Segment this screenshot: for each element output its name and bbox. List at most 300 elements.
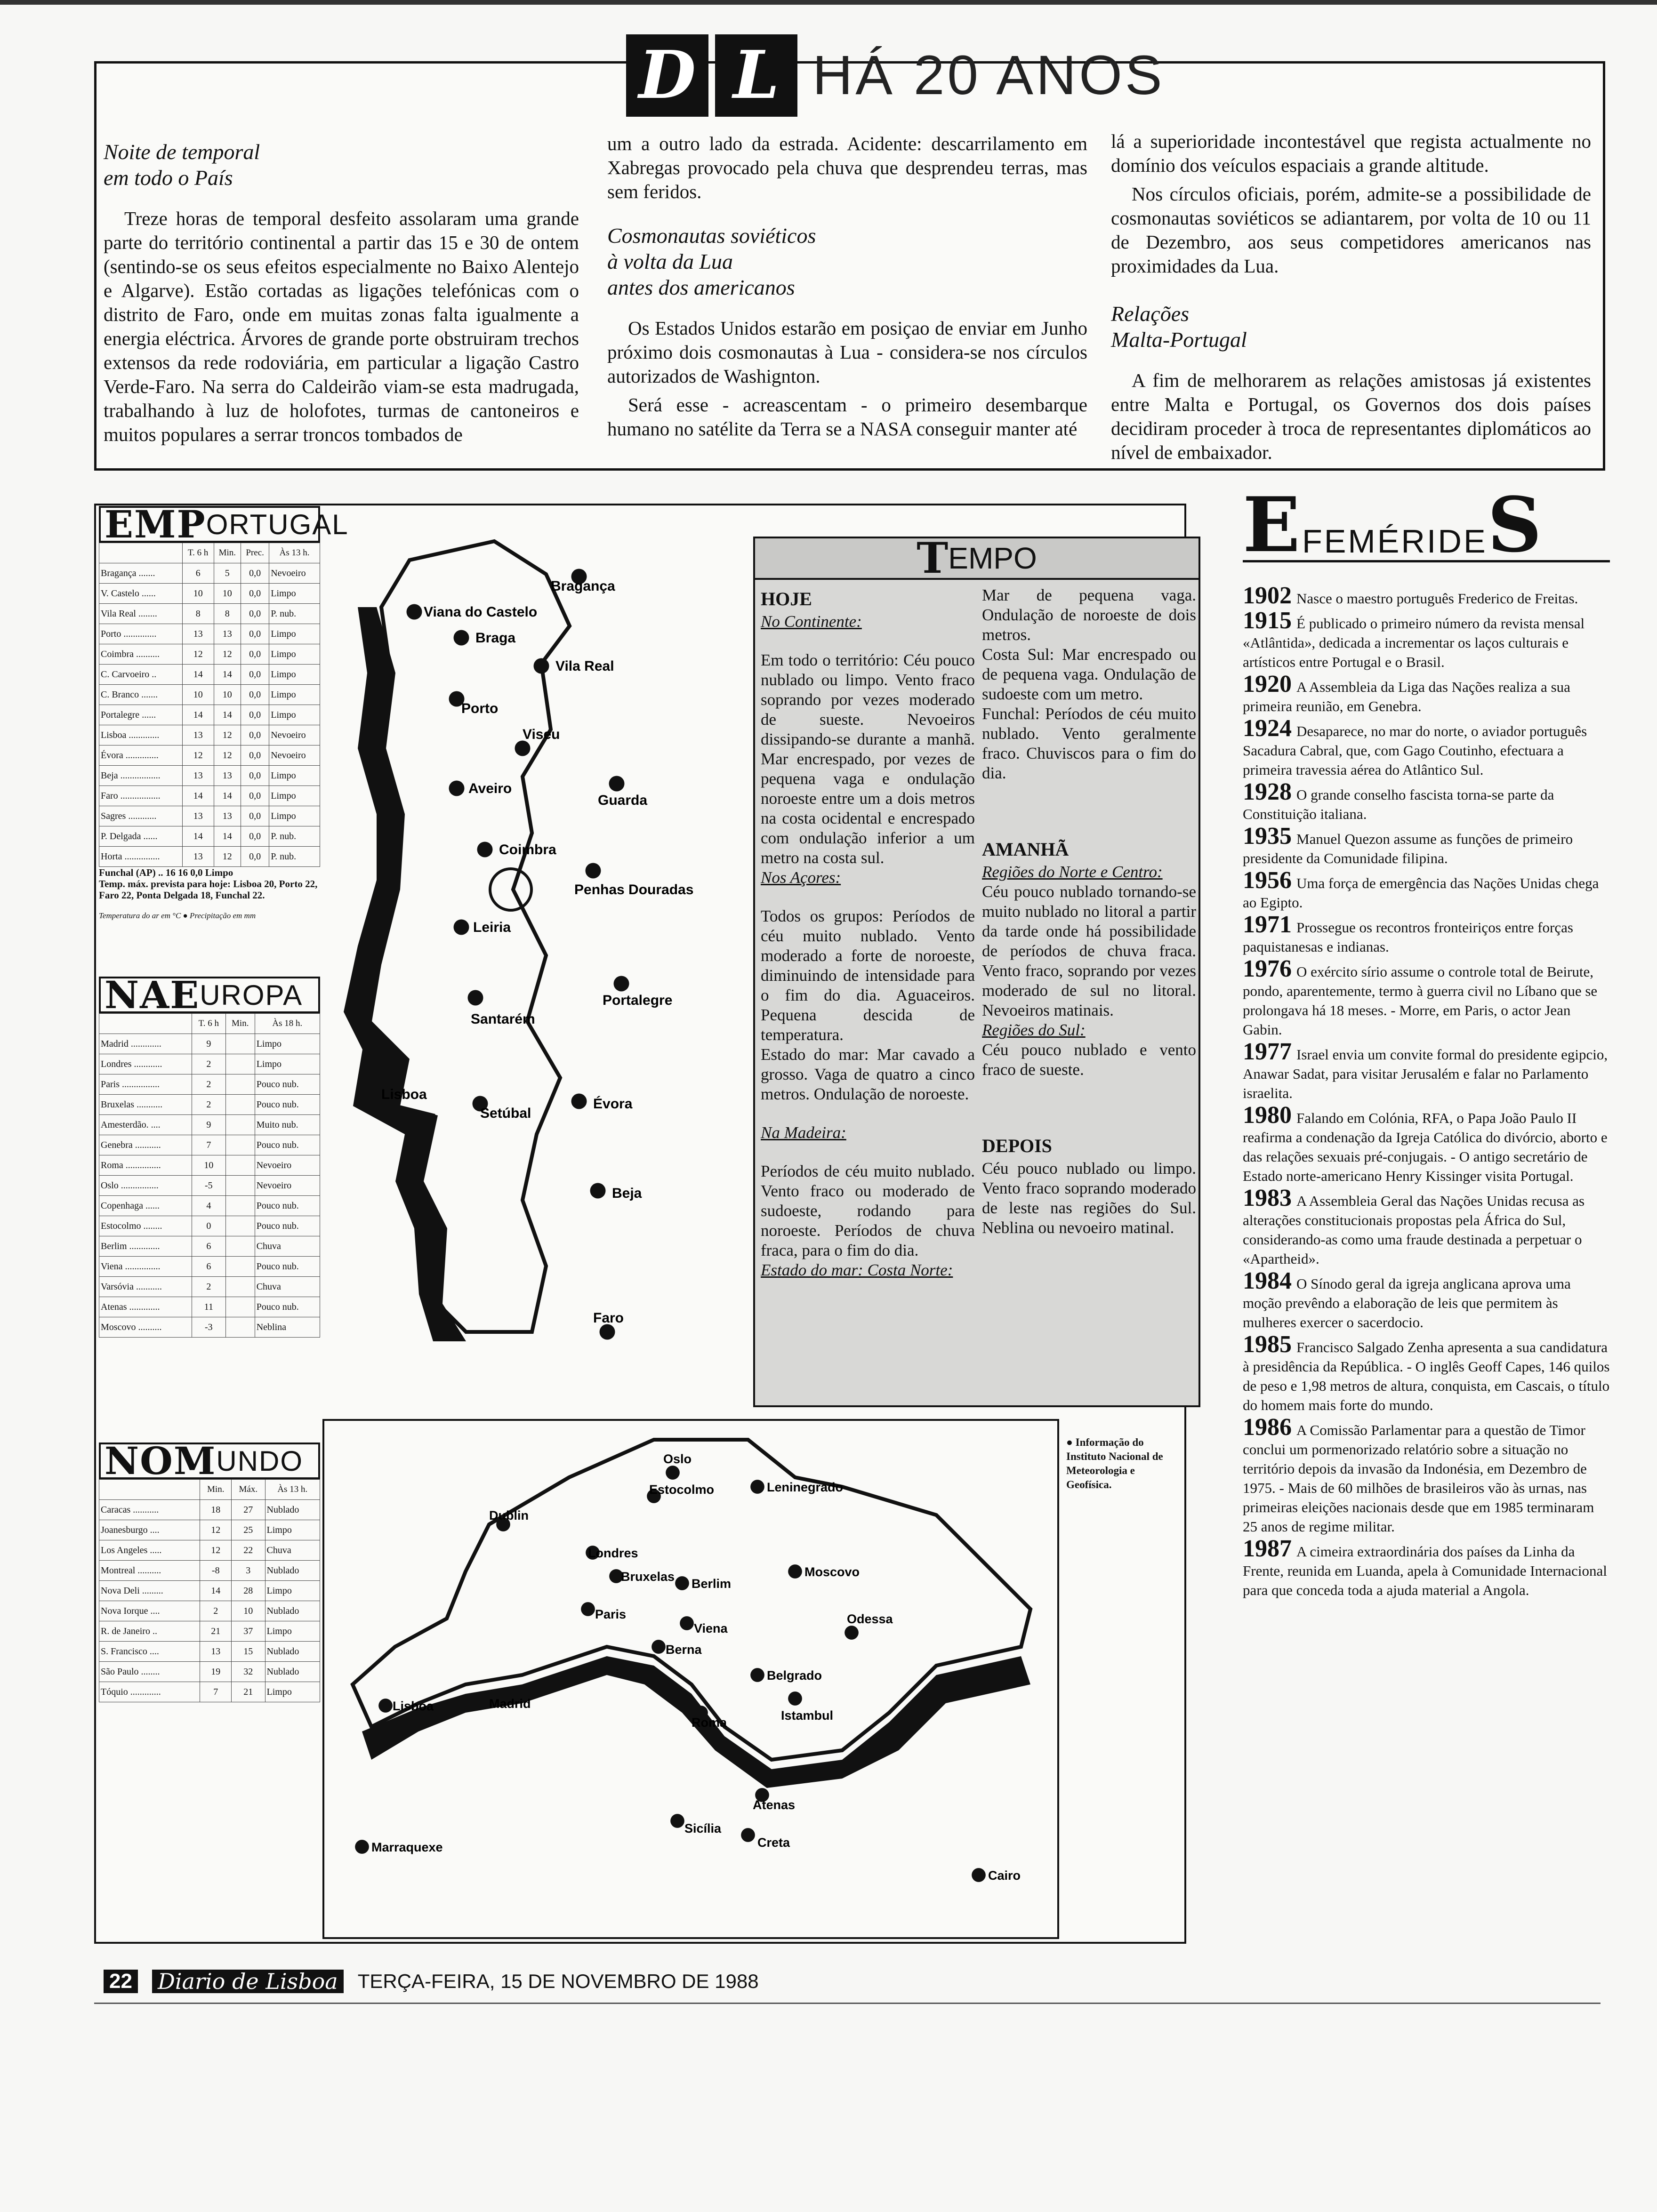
efemeride-text: Manuel Quezon assume as funções de primeiro presidente da Comunidade filipina. <box>1243 831 1573 866</box>
table-row <box>99 725 320 745</box>
costa-norte-forecast: Mar de pequena vaga. Ondulação de noroeste de dois metros. <box>982 586 1196 644</box>
madeira-sea-state: Estado do mar: Costa Norte: <box>761 1261 953 1279</box>
em-portugal-box <box>99 502 349 921</box>
table-cell: S. Francisco .... <box>99 1642 200 1662</box>
table-cell: Limpo <box>269 685 320 705</box>
title-rest: UROPA <box>200 979 303 1011</box>
table-cell: 14 <box>214 826 241 847</box>
top-rule <box>0 0 1657 5</box>
continente-forecast: Em todo o território: Céu pouco nublado ou limpo. Vento fraco soprando por vezes moderado de sueste. Nevoeiros dissipando-se durante a manhã. Mar encrespado, por vezes de pequena vaga e ondulação noroeste entre um a dois metros na costa ocidental e encrespado com ondulação inferior a um metro na costa sul. <box>761 651 975 867</box>
table-cell: 5 <box>214 563 241 584</box>
city-marker <box>972 1868 986 1882</box>
table-cell: Nublado <box>265 1662 320 1682</box>
city-label: Marraquexe <box>371 1840 443 1854</box>
amanha-heading: AMANHÃ <box>982 839 1069 860</box>
city-label: Berlim <box>692 1577 732 1591</box>
efemeride-entry <box>1243 1267 1610 1332</box>
na-europa-title <box>99 973 320 1017</box>
table-cell: 0,0 <box>241 624 269 644</box>
table-cell: 0 <box>192 1216 225 1236</box>
table-cell: 21 <box>232 1682 265 1702</box>
table-cell: Beja ................. <box>99 766 183 786</box>
section-masthead <box>626 33 1165 118</box>
title-initial: M <box>173 1439 217 1483</box>
city-marker <box>581 1602 595 1616</box>
table-cell: 7 <box>200 1682 232 1702</box>
city-label: Roma <box>692 1715 727 1730</box>
table-cell: Limpo <box>265 1581 320 1601</box>
table-cell: Limpo <box>269 705 320 725</box>
table-cell: Limpo <box>255 1034 320 1054</box>
headline-line: em todo o País <box>104 166 233 190</box>
table-header-cell: T. 6 h <box>182 543 214 563</box>
table-cell: 13 <box>182 725 214 745</box>
table-cell: Chuva <box>265 1540 320 1561</box>
sul-forecast: Céu pouco nublado e vento fraco de sueste. <box>982 1041 1196 1079</box>
table-cell <box>225 1216 255 1236</box>
table-cell: 12 <box>214 847 241 867</box>
table-cell: 25 <box>232 1520 265 1540</box>
paper-name: Diario de Lisboa <box>152 1970 344 1993</box>
table-cell: 22 <box>232 1540 265 1561</box>
acores-sea-state: Estado do mar: Mar cavado a grosso. Vaga de quatro a cinco metros. Ondulação de noroeste. <box>761 1045 975 1103</box>
table-cell: Joanesburgo .... <box>99 1520 200 1540</box>
table-cell: 3 <box>232 1561 265 1581</box>
table-cell: Atenas ............. <box>99 1297 192 1317</box>
city-label: Lisboa <box>381 1087 427 1102</box>
table-cell: Londres ............ <box>99 1054 192 1074</box>
title-rest: ORTUGAL <box>206 508 349 540</box>
table-cell: Madrid ............. <box>99 1034 192 1054</box>
table-cell: Limpo <box>265 1682 320 1702</box>
city-label: Moscovo <box>804 1565 860 1579</box>
table-cell: 10 <box>214 584 241 604</box>
table-cell: 0,0 <box>241 847 269 867</box>
efemeride-year: 1983 <box>1243 1185 1292 1211</box>
efemerides-title <box>1243 480 1610 569</box>
table-cell: 4 <box>192 1196 225 1216</box>
table-cell: 13 <box>200 1642 232 1662</box>
table-cell: 2 <box>192 1074 225 1095</box>
table-row <box>99 624 320 644</box>
table-cell: Limpo <box>265 1520 320 1540</box>
table-cell: P. Delgada ...... <box>99 826 183 847</box>
table-cell: 37 <box>232 1621 265 1642</box>
city-marker <box>750 1480 764 1494</box>
table-cell <box>225 1257 255 1277</box>
city-marker <box>741 1828 755 1842</box>
table-row <box>99 1561 320 1581</box>
table-row <box>99 1317 320 1338</box>
table-cell: 11 <box>192 1297 225 1317</box>
efemeride-year: 1986 <box>1243 1414 1292 1441</box>
table-cell: 0,0 <box>241 563 269 584</box>
title-rest: UNDO <box>216 1445 304 1477</box>
city-label: Leiria <box>473 920 511 935</box>
city-marker <box>473 1696 487 1710</box>
tempo-title <box>755 533 1199 583</box>
table-cell: 12 <box>182 745 214 766</box>
sul-label: Regiões do Sul: <box>982 1021 1086 1039</box>
city-marker <box>614 976 629 992</box>
city-marker <box>670 1814 684 1828</box>
table-cell: 2 <box>200 1601 232 1621</box>
table-cell: Genebra ........... <box>99 1135 192 1155</box>
title-initial: NO <box>105 1439 174 1483</box>
table-row <box>99 826 320 847</box>
table-cell: Limpo <box>269 806 320 826</box>
table-row <box>99 1236 320 1257</box>
weather-source-note: ● Informação do Instituto Nacional de Meteorologia e Geofísica. <box>1066 1436 1163 1491</box>
city-label: Bragança <box>551 578 615 594</box>
table-row <box>99 1581 320 1601</box>
table-cell: 6 <box>182 563 214 584</box>
madeira-forecast: Períodos de céu muito nublado. Vento fraco ou moderado de sudoeste, rodando para noroeste. Períodos de chuva fraca, para o fim do dia. <box>761 1162 975 1259</box>
table-cell <box>225 1155 255 1176</box>
table-cell: P. nub. <box>269 826 320 847</box>
table-cell: 2 <box>192 1054 225 1074</box>
city-marker <box>675 1576 689 1590</box>
table-cell: Nevoeiro <box>269 725 320 745</box>
table-cell: Limpo <box>269 766 320 786</box>
article-column-1 <box>104 139 579 451</box>
table-cell: C. Carvoeiro .. <box>99 665 183 685</box>
table-row <box>99 685 320 705</box>
table-row <box>99 584 320 604</box>
city-marker <box>407 604 422 620</box>
city-marker <box>378 1699 393 1713</box>
table-cell: Pouco nub. <box>255 1196 320 1216</box>
efemeride-text: A Assembleia da Liga das Nações realiza a sua primeira reunião, em Genebra. <box>1243 679 1570 714</box>
table-cell <box>225 1317 255 1338</box>
table-cell: 12 <box>182 644 214 665</box>
table-cell: 0,0 <box>241 725 269 745</box>
efemeride-year: 1971 <box>1243 911 1292 938</box>
table-header-cell: Prec. <box>241 543 269 563</box>
efemeride-year: 1935 <box>1243 823 1292 850</box>
table-legend: Temperatura do ar em °C ● Precipitação em mm <box>99 911 256 920</box>
table-cell: Nublado <box>265 1601 320 1621</box>
table-cell: Viena ............... <box>99 1257 192 1277</box>
depois-heading: DEPOIS <box>982 1135 1052 1156</box>
city-marker <box>454 630 469 646</box>
efemeride-entry <box>1243 671 1610 716</box>
tempo-column-1 <box>761 585 975 1280</box>
efemeride-year: 1987 <box>1243 1535 1292 1562</box>
article-paragraph: Os Estados Unidos estarão em posiçao de enviar em Junho próximo dois cosmonautas à Lua - considera-se nos círculos autorizados de Washignton. <box>607 317 1087 387</box>
city-label: Évora <box>593 1096 633 1112</box>
efemeride-text: A cimeira extraordinária dos países da Linha da Frente, reunida em Luanda, apela à Comunidade Internacional para que conceda toda a ajuda material a Angola. <box>1243 1543 1607 1598</box>
table-header-cell: Às 13 h. <box>265 1480 320 1500</box>
table-cell: 13 <box>182 624 214 644</box>
table-header-cell: Min. <box>214 543 241 563</box>
table-row <box>99 1034 320 1054</box>
table-row <box>99 563 320 584</box>
table-cell <box>225 1236 255 1257</box>
logo-letter-d: D <box>626 34 708 117</box>
efemeride-year: 1902 <box>1243 582 1292 609</box>
efemeride-text: O exército sírio assume o controle total de Beirute, pondo, aparentemente, termo à guerra civil no Líbano que se prolongava há 18 meses. - Morre, em Paris, o actor Jean Gabin. <box>1243 963 1598 1038</box>
table-row <box>99 1297 320 1317</box>
city-marker <box>788 1564 802 1579</box>
city-marker <box>378 1070 394 1086</box>
efemeride-entry <box>1243 582 1610 609</box>
city-label: Faro <box>593 1310 624 1326</box>
table-row <box>99 1257 320 1277</box>
article-column-2 <box>607 132 1087 446</box>
table-cell: 10 <box>182 584 214 604</box>
city-label: Porto <box>461 701 499 716</box>
table-row <box>99 1520 320 1540</box>
table-cell: R. de Janeiro .. <box>99 1621 200 1642</box>
table-cell: Moscovo .......... <box>99 1317 192 1338</box>
city-label: Oslo <box>663 1452 692 1466</box>
efemeride-text: A Comissão Parlamentar para a questão de Timor conclui um pormenorizado relatório sobre a situação no território depois da invasão da Indonésia, em Dezembro de 1975. - Mais de 60 milhões de brasileiros vão às urnas, nas primeiras eleições nacionais desde que em 1985 terminaram 25 anos de regime militar. <box>1243 1422 1594 1535</box>
table-cell: 0,0 <box>241 665 269 685</box>
table-cell: 10 <box>214 685 241 705</box>
table-cell: Nevoeiro <box>255 1176 320 1196</box>
table-row <box>99 806 320 826</box>
table-row <box>99 665 320 685</box>
portugal-map <box>325 532 748 1403</box>
city-marker <box>788 1691 802 1706</box>
table-cell: 15 <box>232 1642 265 1662</box>
city-marker <box>680 1616 694 1630</box>
efemeride-entry <box>1243 911 1610 956</box>
no-continente-label: No Continente: <box>761 612 862 631</box>
city-label: Santarém <box>471 1011 535 1027</box>
table-cell: Nublado <box>265 1500 320 1520</box>
city-label: Cairo <box>988 1868 1021 1883</box>
city-label: Londres <box>588 1546 638 1560</box>
na-europa-box <box>99 973 320 1338</box>
no-mundo-title <box>99 1439 320 1483</box>
table-cell: Copenhaga ...... <box>99 1196 192 1216</box>
headline-line: antes dos americanos <box>607 275 795 299</box>
table-cell: 0,0 <box>241 786 269 806</box>
table-cell: 21 <box>200 1621 232 1642</box>
table-cell: 0,0 <box>241 604 269 624</box>
efemeride-year: 1977 <box>1243 1038 1292 1065</box>
europe-map <box>324 1421 1057 1937</box>
table-cell: 28 <box>232 1581 265 1601</box>
na-madeira-label: Na Madeira: <box>761 1123 846 1142</box>
table-cell: 13 <box>214 806 241 826</box>
city-label: Viseu <box>523 727 560 742</box>
table-row <box>99 1155 320 1176</box>
table-cell: Nublado <box>265 1642 320 1662</box>
funchal-row: Funchal (AP) .. 16 16 0,0 Limpo <box>99 867 233 878</box>
table-cell: 12 <box>200 1520 232 1540</box>
table-cell: Portalegre ...... <box>99 705 183 725</box>
em-portugal-title <box>99 502 349 546</box>
table-cell: Limpo <box>265 1621 320 1642</box>
table-cell: Los Angeles ..... <box>99 1540 200 1561</box>
title-initial: S <box>1487 481 1544 569</box>
efemerides-list <box>1243 582 1610 1600</box>
city-marker <box>515 741 531 756</box>
table-cell: Pouco nub. <box>255 1257 320 1277</box>
table-cell: 2 <box>192 1095 225 1115</box>
table-cell: 0,0 <box>241 644 269 665</box>
funchal-forecast: Funchal: Períodos de céu muito nublado. Vento geralmente fraco. Chuviscos para o fim do dia. <box>982 705 1196 782</box>
article-paragraph: Treze horas de temporal desfeito assolaram uma grande parte do território continental a partir das 15 e 30 de ontem (sentindo-se os seus efeitos especialmente no Baixo Alentejo e Algarve). Estão cortadas as ligações telefónicas com o distrito de Faro, onde em muitas zonas falta igualmente a energia eléctrica. Árvores de grande porte obstruiram trechos extensos da rede rodoviária, em particular a ligação Castro Verde-Faro. Na serra do Caldeirão viam-se esta madrugada, trabalhando à luz de holofotes, turmas de cantoneiros e muitos populares a serrar troncos tombados de <box>104 208 579 445</box>
city-marker <box>355 1840 369 1854</box>
table-cell: -8 <box>200 1561 232 1581</box>
table-row <box>99 847 320 867</box>
efemeride-text: A Assembleia Geral das Nações Unidas recusa as alterações constitucionais propostas pela África do Sul, considerando-as como uma fraude destinada a perpetuar o «Apartheid». <box>1243 1193 1585 1267</box>
city-marker <box>666 1466 680 1480</box>
table-cell: C. Branco ....... <box>99 685 183 705</box>
no-mundo-table <box>99 1479 320 1702</box>
headline-line: à volta da Lua <box>607 249 733 273</box>
table-cell: Pouco nub. <box>255 1297 320 1317</box>
city-label: Sicília <box>684 1821 722 1835</box>
table-cell: 14 <box>182 705 214 725</box>
table-cell: P. nub. <box>269 604 320 624</box>
table-cell: Pouco nub. <box>255 1074 320 1095</box>
table-cell: 0,0 <box>241 806 269 826</box>
table-cell: Chuva <box>255 1236 320 1257</box>
efemeride-entry <box>1243 1102 1610 1186</box>
table-cell: Pouco nub. <box>255 1135 320 1155</box>
table-cell: V. Castelo ...... <box>99 584 183 604</box>
title-initial: T <box>917 533 949 583</box>
city-label: Viena <box>694 1621 728 1635</box>
table-cell: Pouco nub. <box>255 1216 320 1236</box>
table-cell: Muito nub. <box>255 1115 320 1135</box>
table-row <box>99 1500 320 1520</box>
headline-line: Noite de temporal <box>104 140 260 164</box>
table-cell: 14 <box>214 786 241 806</box>
table-row <box>99 766 320 786</box>
city-label: Madrid <box>489 1697 531 1711</box>
table-cell: Vila Real ........ <box>99 604 183 624</box>
title-initial: E <box>1243 481 1302 569</box>
table-cell: 9 <box>192 1115 225 1135</box>
table-cell: 8 <box>214 604 241 624</box>
efemeride-entry <box>1243 1535 1610 1600</box>
page-number: 22 <box>104 1970 138 1993</box>
table-cell: 10 <box>232 1601 265 1621</box>
headline-cosmonautas <box>607 223 1087 300</box>
efemeride-text: Israel envia um convite formal do presidente egipcio, Anawar Sadat, para visitar Jerusalém e falar no Parlamento israelita. <box>1243 1046 1608 1101</box>
table-cell: 14 <box>182 665 214 685</box>
table-cell: Limpo <box>269 584 320 604</box>
efemeride-entry <box>1243 1331 1610 1415</box>
city-marker <box>449 781 465 796</box>
table-cell: -3 <box>192 1317 225 1338</box>
table-row <box>99 1601 320 1621</box>
table-header-cell: Às 18 h. <box>255 1014 320 1034</box>
table-cell: Limpo <box>269 786 320 806</box>
table-cell: 0,0 <box>241 826 269 847</box>
table-cell <box>225 1074 255 1095</box>
efemeride-year: 1928 <box>1243 778 1292 805</box>
city-marker <box>571 1094 587 1109</box>
table-cell: Varsóvia ........... <box>99 1277 192 1297</box>
section-title: HÁ 20 ANOS <box>812 44 1165 106</box>
city-label: Setúbal <box>480 1106 531 1121</box>
city-marker <box>750 1668 764 1682</box>
table-row <box>99 1662 320 1682</box>
city-label: Leninegrado <box>767 1480 844 1494</box>
page-footer <box>104 1967 759 1996</box>
article-paragraph: A fim de melhorarem as relações amistosas já existentes entre Malta e Portugal, os Governos dos dois países decidiram proceder à troca de representantes diplomáticos ao nível de embaixador. <box>1111 369 1591 463</box>
table-row <box>99 745 320 766</box>
headline-temporal <box>104 139 579 191</box>
table-row <box>99 1621 320 1642</box>
title-initial: P <box>177 502 206 546</box>
table-cell: 14 <box>214 705 241 725</box>
table-cell: Bruxelas ........... <box>99 1095 192 1115</box>
tempo-box <box>753 533 1200 1407</box>
city-label: Vila Real <box>555 658 614 674</box>
table-cell: Nevoeiro <box>269 563 320 584</box>
headline-line: Malta-Portugal <box>1111 328 1247 352</box>
city-label: Dublin <box>489 1508 529 1523</box>
table-cell: Nevoeiro <box>255 1155 320 1176</box>
efemeride-entry <box>1243 1038 1610 1103</box>
efemeride-text: É publicado o primeiro número da revista mensal «Atlântida», dedicada a incrementar os laços culturais e artísticos entre Portugal e o Brasil. <box>1243 615 1585 670</box>
table-row <box>99 1216 320 1236</box>
efemeride-text: Prossegue os recontros fronteiriços entre forças paquistanesas e indianas. <box>1243 919 1573 955</box>
efemeride-entry <box>1243 778 1610 824</box>
city-label: Creta <box>757 1835 790 1850</box>
table-cell: 8 <box>182 604 214 624</box>
table-cell: -5 <box>192 1176 225 1196</box>
efemeride-year: 1985 <box>1243 1331 1292 1358</box>
city-label: Braga <box>475 630 516 646</box>
city-marker <box>845 1626 859 1640</box>
table-cell <box>225 1135 255 1155</box>
efemeride-year: 1956 <box>1243 867 1292 894</box>
headline-malta <box>1111 301 1591 353</box>
forecast-note: Temp. máx. prevista para hoje: Lisboa 20, Porto 22, Faro 22, Ponta Delgada 18, Funchal 22. <box>99 878 318 901</box>
table-cell: Nova Iorque .... <box>99 1601 200 1621</box>
table-cell: Limpo <box>269 624 320 644</box>
table-row <box>99 1196 320 1216</box>
efemeride-year: 1976 <box>1243 955 1292 982</box>
table-cell: Bragança ....... <box>99 563 183 584</box>
efemeride-text: Nasce o maestro português Frederico de Freitas. <box>1296 590 1578 607</box>
table-cell: 0,0 <box>241 685 269 705</box>
table-cell <box>225 1297 255 1317</box>
city-marker <box>652 1640 666 1654</box>
table-cell: 13 <box>182 847 214 867</box>
table-cell: P. nub. <box>269 847 320 867</box>
table-cell <box>225 1196 255 1216</box>
table-cell: 32 <box>232 1662 265 1682</box>
table-header-cell: Máx. <box>232 1480 265 1500</box>
table-header-cell: Min. <box>225 1014 255 1034</box>
efemeride-entry <box>1243 1414 1610 1536</box>
table-cell: 0,0 <box>241 705 269 725</box>
table-cell: 14 <box>214 665 241 685</box>
table-cell: Montreal .......... <box>99 1561 200 1581</box>
table-cell: Tóquio ............. <box>99 1682 200 1702</box>
table-cell: 12 <box>214 725 241 745</box>
table-cell: 14 <box>182 826 214 847</box>
table-cell: São Paulo ........ <box>99 1662 200 1682</box>
city-label: Beja <box>612 1186 642 1201</box>
city-marker <box>586 863 601 879</box>
article-column-3 <box>1111 129 1591 469</box>
table-cell: Nevoeiro <box>269 745 320 766</box>
table-cell: Lisboa ............. <box>99 725 183 745</box>
table-cell: 10 <box>182 685 214 705</box>
city-marker <box>590 1183 606 1199</box>
